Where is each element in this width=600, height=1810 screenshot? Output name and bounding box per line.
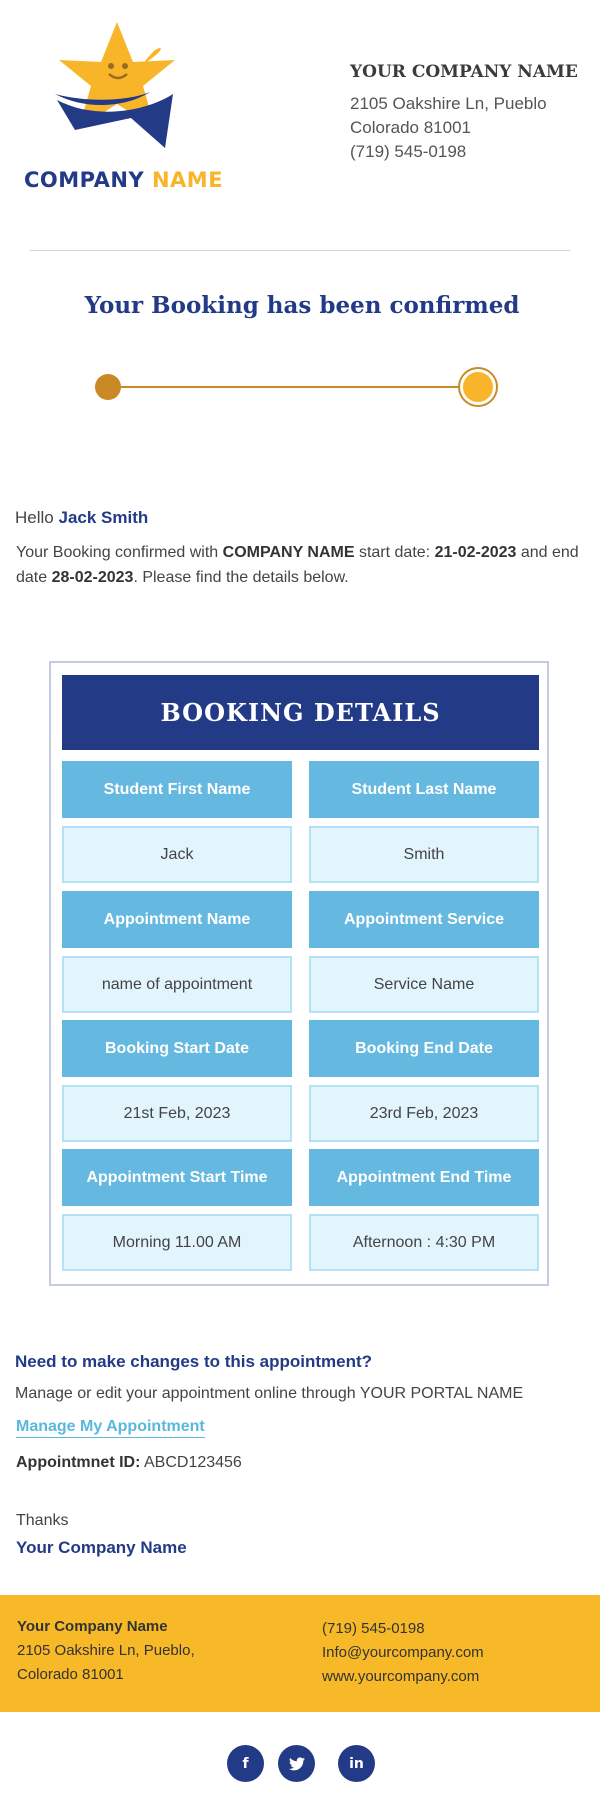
intro-text-4: . Please find the details below. (133, 569, 349, 586)
intro-text-2: start date: (358, 544, 431, 561)
confirmation-title: Your Booking has been confirmed (84, 292, 520, 319)
booking-start-date-label: Booking Start Date (62, 1020, 292, 1077)
manage-appointment-link[interactable]: Manage My Appointment (16, 1418, 205, 1438)
appointment-id-label: Appointmnet ID: (16, 1454, 141, 1471)
appointment-name-label: Appointment Name (62, 891, 292, 948)
progress-start-dot (95, 374, 121, 400)
intro-company: COMPANY NAME (222, 544, 355, 561)
greeting (15, 508, 148, 528)
appointment-id-value: ABCD123456 (143, 1454, 242, 1471)
appointment-service-value: Service Name (309, 956, 539, 1013)
footer-email[interactable]: Info@yourcompany.com (322, 1644, 484, 1661)
intro-text-3: and end date (16, 544, 579, 586)
booking-start-date-value: 21st Feb, 2023 (62, 1085, 292, 1142)
booking-details-box (49, 661, 549, 1286)
company-name: YOUR COMPANY NAME (350, 62, 578, 82)
company-address-line1: 2105 Oakshire Ln, Pueblo (350, 94, 547, 113)
email-header (0, 0, 600, 230)
twitter-bird-icon (289, 1757, 305, 1771)
greeting-name: Jack Smith (58, 508, 149, 527)
twitter-icon[interactable] (278, 1745, 315, 1782)
company-contact-block (350, 62, 578, 164)
footer-contact-block (322, 1617, 484, 1689)
logo-name-word: NAME (151, 168, 224, 192)
appointment-end-time-label: Appointment End Time (309, 1149, 539, 1206)
appointment-end-time-value: Afternoon : 4:30 PM (309, 1214, 539, 1271)
logo-wordmark (24, 168, 223, 192)
footer-company-name: Your Company Name (17, 1618, 168, 1635)
email-footer (0, 1595, 600, 1712)
changes-question: Need to make changes to this appointment? (15, 1352, 373, 1371)
facebook-icon[interactable] (227, 1745, 264, 1782)
company-logo-star-icon (55, 22, 205, 150)
changes-description: Manage or edit your appointment online through YOUR PORTAL NAME (15, 1385, 524, 1402)
company-phone: (719) 545-0198 (350, 142, 467, 161)
appointment-start-time-value: Morning 11.00 AM (62, 1214, 292, 1271)
appointment-service-label: Appointment Service (309, 891, 539, 948)
thanks-text: Thanks (16, 1512, 69, 1529)
booking-end-date-label: Booking End Date (309, 1020, 539, 1077)
appointment-id (16, 1454, 242, 1472)
company-address-line2: Colorado 81001 (350, 118, 471, 137)
logo-company-word: COMPANY (24, 168, 145, 192)
appointment-start-time-label: Appointment Start Time (62, 1149, 292, 1206)
appointment-name-value: name of appointment (62, 956, 292, 1013)
progress-end-dot (460, 369, 496, 405)
linkedin-icon[interactable] (338, 1745, 375, 1782)
intro-start-date: 21-02-2023 (434, 544, 517, 561)
greeting-hello: Hello (15, 508, 54, 527)
booking-details-title: BOOKING DETAILS (62, 675, 539, 750)
intro-paragraph (16, 540, 586, 590)
progress-track (109, 386, 469, 388)
intro-end-date: 28-02-2023 (51, 569, 134, 586)
footer-address2: Colorado 81001 (17, 1666, 124, 1683)
facebook-glyph: f (242, 1755, 249, 1772)
intro-text-1: Your Booking confirmed with (16, 544, 219, 561)
booking-end-date-value: 23rd Feb, 2023 (309, 1085, 539, 1142)
linkedin-glyph: in (349, 1755, 364, 1772)
last-name-value: Smith (309, 826, 539, 883)
header-divider (30, 250, 570, 251)
social-links (0, 1745, 600, 1783)
signoff-company: Your Company Name (16, 1538, 187, 1557)
footer-phone: (719) 545-0198 (322, 1620, 425, 1637)
footer-website[interactable]: www.yourcompany.com (322, 1668, 480, 1685)
booking-progress-indicator (95, 368, 500, 408)
first-name-value: Jack (62, 826, 292, 883)
footer-address1: 2105 Oakshire Ln, Pueblo, (17, 1642, 195, 1659)
changes-section (15, 1352, 585, 1403)
footer-address-block (17, 1615, 195, 1687)
last-name-label: Student Last Name (309, 761, 539, 818)
first-name-label: Student First Name (62, 761, 292, 818)
